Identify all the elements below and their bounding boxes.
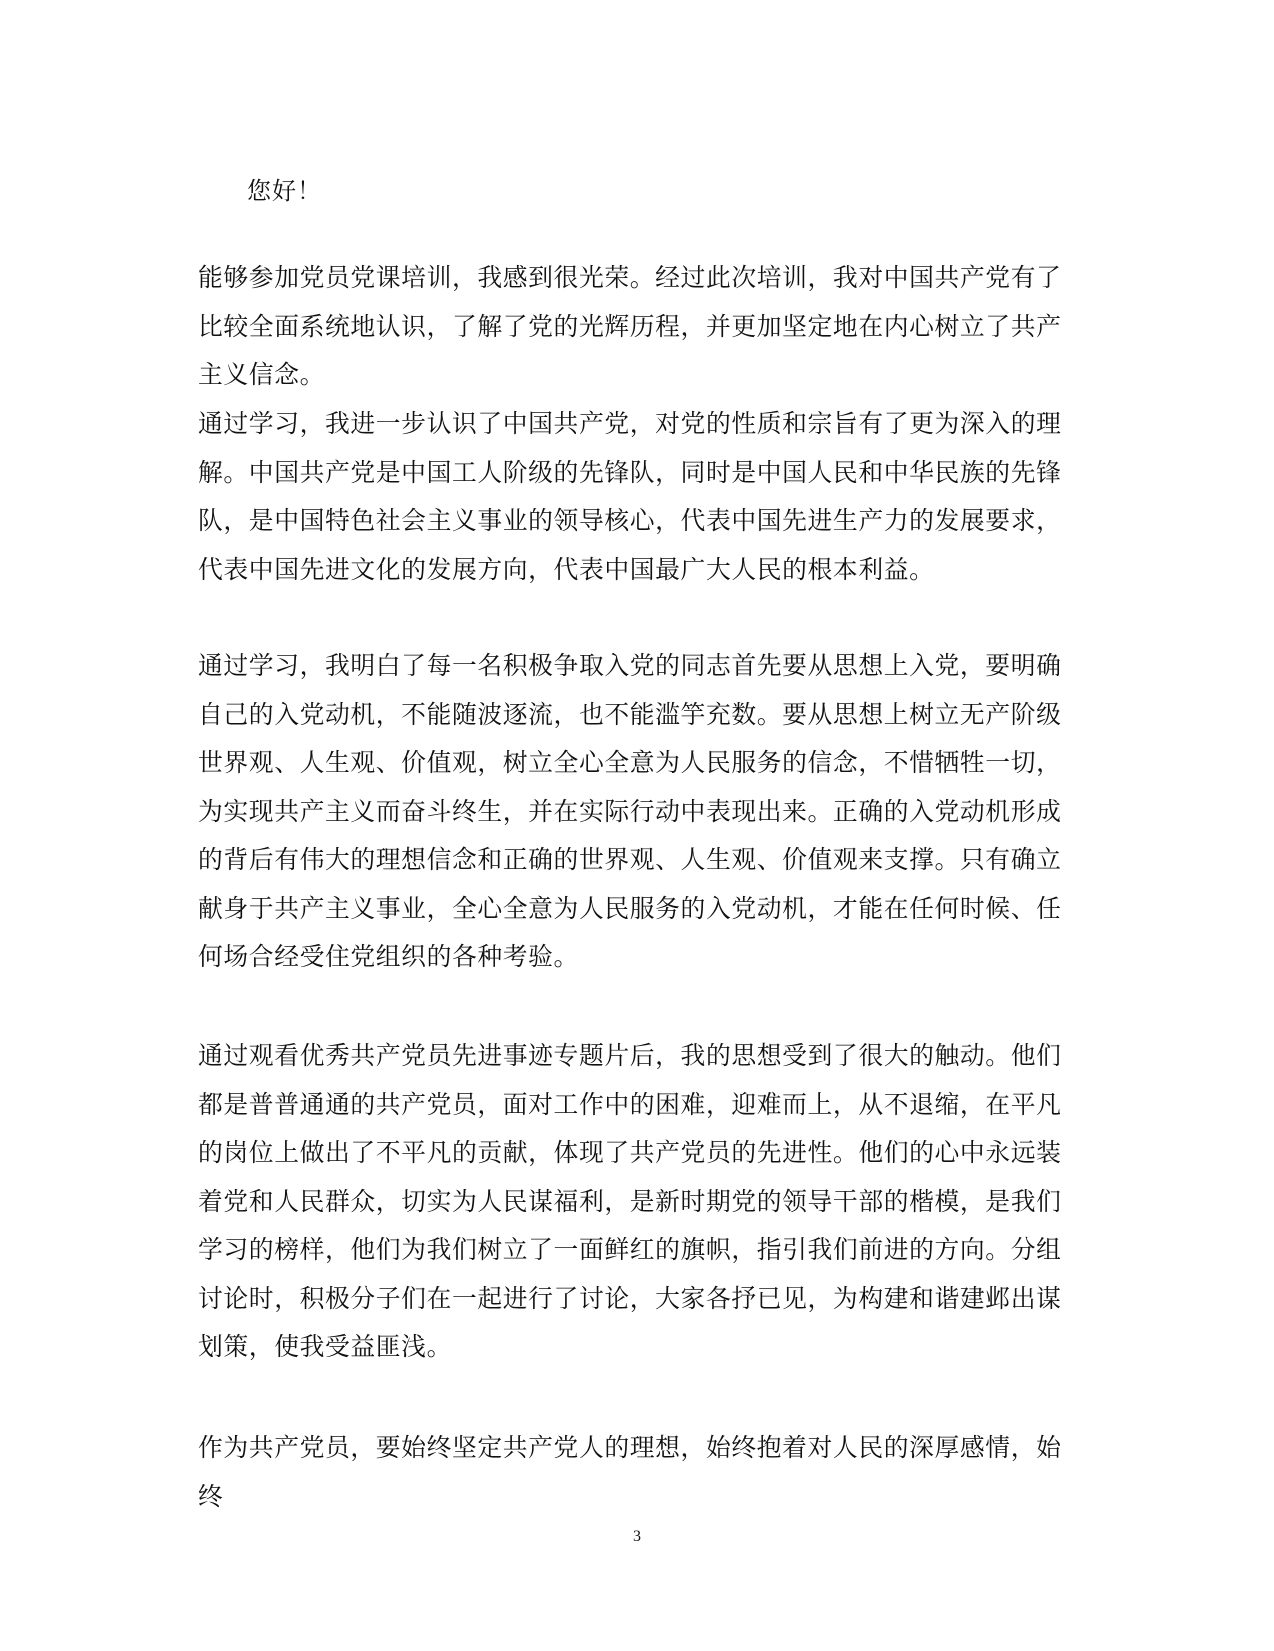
paragraph-exemplary-members: 通过观看优秀共产党员先进事迹专题片后，我的思想受到了很大的触动。他们都是普普通通的共产党员，面对工作中的困难，迎难而上，从不退缩，在平凡的岗位上做出了不平凡的贡献，体现了共产党员的先进性。他们的心中永远装着党和人民群众，切实为人民谋福利，是新时期党的领导干部的楷模，是我们学习的榜样，他们为我们树立了一面鲜红的旗帜，指引我们前进的方向。分组讨论时，积极分子们在一起进行了讨论，大家各抒已见，为构建和谐建邺出谋划策，使我受益匪浅。 <box>198 1041 1062 1361</box>
greeting: 您好！ <box>247 177 322 205</box>
page-number: 3 <box>633 1528 641 1545</box>
paragraph-party-motivation: 通过学习，我明白了每一名积极争取入党的同志首先要从思想上入党，要明确自己的入党动机，不能随波逐流，也不能滥竽充数。要从思想上树立无产阶级世界观、人生观、价值观，树立全心全意为人民服务的信念，不惜牺牲一切，为实现共产主义而奋斗终生，并在实际行动中表现出来。正确的入党动机形成的背后有伟大的理想信念和正确的世界观、人生观、价值观来支撑。只有确立献身于共产主义事业，全心全意为人民服务的入党动机，才能在任何时候、任何场合经受住党组织的各种考验。 <box>198 651 1062 971</box>
paragraph-member-ideals: 作为共产党员，要始终坚定共产党人的理想，始终抱着对人民的深厚感情，始终 <box>198 1433 1062 1511</box>
paragraph-party-nature: 通过学习，我进一步认识了中国共产党，对党的性质和宗旨有了更为深入的理解。中国共产党是中国工人阶级的先锋队，同时是中国人民和中华民族的先锋队，是中国特色社会主义事业的领导核心，代表中国先进生产力的发展要求，代表中国先进文化的发展方向，代表中国最广大人民的根本利益。 <box>198 409 1062 584</box>
paragraph-training-honor: 能够参加党员党课培训，我感到很光荣。经过此次培训，我对中国共产党有了比较全面系统地认识，了解了党的光辉历程，并更加坚定地在内心树立了共产主义信念。 <box>198 263 1062 389</box>
